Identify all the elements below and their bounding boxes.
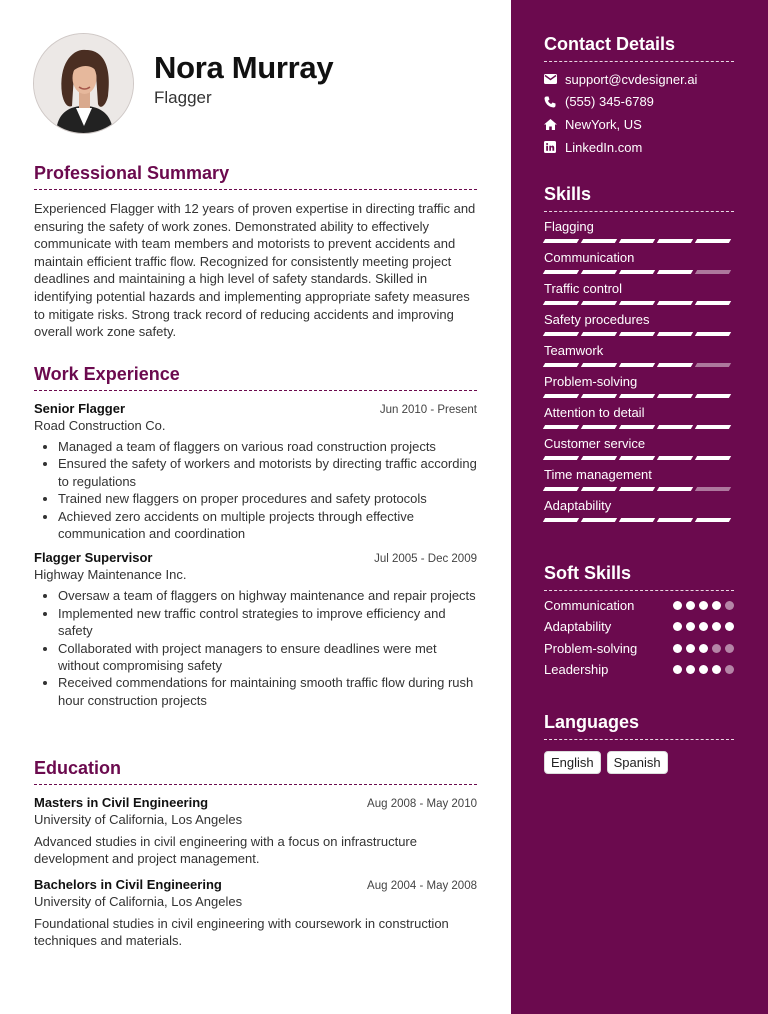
- skill-item: [544, 405, 734, 429]
- skill-level-bar: [544, 425, 734, 429]
- degree: Masters in Civil Engineering: [34, 795, 209, 810]
- skill-segment: [619, 332, 655, 336]
- soft-skill-rating: [673, 601, 734, 610]
- skill-segment: [619, 487, 655, 491]
- skill-name: Adaptability: [544, 498, 612, 513]
- skill-segment: [543, 363, 579, 367]
- soft-skills-list: [544, 598, 734, 678]
- skill-segment: [695, 456, 731, 460]
- list-item: • Implemented new traffic control strategies to improve efficiency and safety: [58, 605, 477, 640]
- contact-linkedin[interactable]: [544, 140, 734, 155]
- skill-name: Time management: [544, 467, 652, 482]
- education-description: Foundational studies in civil engineering with coursework in construction techniques and materials.: [34, 915, 449, 949]
- job-company: Highway Maintenance Inc.: [34, 567, 187, 583]
- skill-level-bar: [544, 363, 734, 367]
- soft-skills-section: [544, 563, 734, 677]
- skill-segment: [581, 239, 617, 243]
- rating-dot: [725, 665, 734, 674]
- skill-segment: [581, 363, 617, 367]
- skill-level-bar: [544, 518, 734, 522]
- soft-skill-item: [544, 662, 734, 677]
- skill-item: [544, 219, 734, 243]
- skill-segment: [657, 270, 693, 274]
- summary-section: [34, 163, 477, 341]
- rating-dot: [699, 601, 708, 610]
- soft-skill-name: Adaptability: [544, 619, 612, 634]
- rating-dot: [686, 601, 695, 610]
- skill-name: Customer service: [544, 436, 646, 451]
- language-tag: English: [544, 751, 601, 774]
- skill-name: Communication: [544, 250, 635, 265]
- languages-section: [544, 712, 734, 774]
- skill-segment: [581, 301, 617, 305]
- sidebar: [511, 0, 768, 1014]
- section-title: Contact Details: [544, 34, 734, 62]
- list-item: • Ensured the safety of workers and motorists by directing traffic according to regulations: [58, 455, 477, 490]
- job-entry: [34, 550, 477, 709]
- skill-segment: [695, 239, 731, 243]
- skill-segment: [619, 456, 655, 460]
- section-title: Work Experience: [34, 364, 477, 391]
- skill-segment: [581, 456, 617, 460]
- skill-segment: [657, 301, 693, 305]
- contact-section: [544, 34, 734, 154]
- skill-segment: [581, 332, 617, 336]
- skill-item: [544, 467, 734, 491]
- education-date: Aug 2004 - May 2008: [367, 879, 477, 892]
- skill-segment: [657, 425, 693, 429]
- soft-skill-item: [544, 619, 734, 634]
- skill-segment: [543, 518, 579, 522]
- skill-segment: [657, 518, 693, 522]
- contact-phone[interactable]: [544, 95, 734, 110]
- rating-dot: [725, 644, 734, 653]
- degree: Bachelors in Civil Engineering: [34, 876, 222, 892]
- list-item: • Oversaw a team of flaggers on highway maintenance and repair projects: [58, 587, 477, 604]
- skill-name: Attention to detail: [544, 405, 645, 420]
- education-section: [34, 758, 477, 950]
- candidate-title: Flagger: [154, 88, 212, 107]
- skill-segment: [581, 394, 617, 398]
- education-entry: [34, 877, 477, 950]
- skill-segment: [619, 363, 655, 367]
- skill-segment: [695, 425, 731, 429]
- rating-dot: [725, 622, 734, 631]
- skill-level-bar: [544, 270, 734, 274]
- section-title: Languages: [544, 712, 734, 740]
- skill-segment: [695, 332, 731, 336]
- job-bullets: [34, 438, 477, 542]
- rating-dot: [712, 665, 721, 674]
- skill-segment: [657, 332, 693, 336]
- skill-segment: [619, 518, 655, 522]
- profile-photo: [34, 34, 134, 134]
- location-text: NewYork, US: [565, 116, 642, 132]
- rating-dot: [725, 601, 734, 610]
- rating-dot: [673, 665, 682, 674]
- skill-name: Flagging: [544, 219, 594, 234]
- soft-skill-name: Leadership: [544, 662, 609, 677]
- skill-segment: [657, 394, 693, 398]
- list-item: • Managed a team of flaggers on various road construction projects: [58, 438, 477, 455]
- school: University of California, Los Angeles: [34, 893, 243, 909]
- skill-item: [544, 498, 734, 522]
- candidate-name: Nora Murray: [154, 50, 334, 85]
- skill-name: Traffic control: [544, 281, 623, 296]
- skill-segment: [619, 301, 655, 305]
- skill-level-bar: [544, 487, 734, 491]
- email-text: support@cvdesigner.ai: [565, 71, 698, 87]
- job-title: Flagger Supervisor: [34, 550, 153, 566]
- skill-item: [544, 250, 734, 274]
- rating-dot: [673, 622, 682, 631]
- skill-item: [544, 374, 734, 398]
- phone-text: (555) 345-6789: [565, 94, 654, 110]
- skill-segment: [581, 270, 617, 274]
- skill-segment: [619, 239, 655, 243]
- skill-segment: [695, 301, 731, 305]
- skill-level-bar: [544, 456, 734, 460]
- section-title: Education: [34, 758, 477, 785]
- school: University of California, Los Angeles: [34, 812, 243, 827]
- soft-skill-name: Communication: [544, 597, 635, 613]
- experience-section: [34, 364, 477, 709]
- skill-segment: [543, 487, 579, 491]
- skill-segment: [581, 518, 617, 522]
- summary-text: Experienced Flagger with 12 years of proven expertise in directing traffic and ensuring the safety of work zones. Demonstrated ability to effectively communicate with team members and motorists to prevent accidents and maintain efficient traffic flow. Recognized for consistently meeting project deadlines and maintaining a high level of safety standards. Skilled in identifying potential hazards and implementing appropriate safety measures to mitigate risks. Strong track record of reducing accidents and improving overall work zone safety.: [34, 201, 476, 340]
- skill-item: [544, 281, 734, 305]
- soft-skill-item: [544, 598, 734, 613]
- skill-segment: [657, 239, 693, 243]
- soft-skill-name: Problem-solving: [544, 640, 638, 656]
- skill-segment: [543, 332, 579, 336]
- soft-skill-rating: [673, 665, 734, 674]
- skill-segment: [695, 270, 731, 274]
- skill-segment: [581, 425, 617, 429]
- skill-item: [544, 343, 734, 367]
- language-tag: Spanish: [607, 751, 668, 774]
- skill-level-bar: [544, 301, 734, 305]
- rating-dot: [699, 644, 708, 653]
- skill-segment: [543, 239, 579, 243]
- linkedin-icon: [544, 141, 565, 153]
- soft-skill-rating: [673, 644, 734, 653]
- list-item: • Achieved zero accidents on multiple projects through effective communication and coordination: [58, 508, 477, 543]
- avatar: [33, 33, 134, 134]
- skill-segment: [695, 363, 731, 367]
- job-title: Senior Flagger: [34, 401, 126, 416]
- list-item: • Collaborated with project managers to ensure deadlines were met without compromising safety: [58, 640, 477, 675]
- skill-level-bar: [544, 394, 734, 398]
- linkedin-text: LinkedIn.com: [565, 139, 643, 155]
- skill-segment: [657, 487, 693, 491]
- skills-section: [544, 184, 734, 522]
- soft-skill-item: [544, 641, 734, 656]
- rating-dot: [699, 665, 708, 674]
- job-company: Road Construction Co.: [34, 418, 166, 433]
- skill-item: [544, 312, 734, 336]
- contact-location: [544, 117, 734, 132]
- skills-list: [544, 219, 734, 522]
- education-description: Advanced studies in civil engineering with a focus on infrastructure development and project management.: [34, 834, 417, 867]
- skill-segment: [657, 363, 693, 367]
- job-date: Jun 2010 - Present: [379, 404, 477, 416]
- phone-icon: [544, 96, 565, 108]
- rating-dot: [712, 601, 721, 610]
- skill-segment: [543, 394, 579, 398]
- skill-segment: [543, 270, 579, 274]
- skill-segment: [619, 270, 655, 274]
- list-item: • Trained new flaggers on proper procedures and safety protocols: [58, 490, 477, 507]
- rating-dot: [673, 644, 682, 653]
- skill-segment: [543, 301, 579, 305]
- list-item: • Received commendations for maintaining smooth traffic flow during rush hour construction projects: [58, 674, 477, 709]
- education-date: Aug 2008 - May 2010: [367, 798, 477, 810]
- rating-dot: [686, 665, 695, 674]
- rating-dot: [673, 601, 682, 610]
- skill-segment: [581, 487, 617, 491]
- section-title: Professional Summary: [34, 163, 477, 190]
- rating-dot: [686, 644, 695, 653]
- envelope-icon: [544, 74, 565, 84]
- skill-segment: [695, 518, 731, 522]
- rating-dot: [686, 622, 695, 631]
- skill-segment: [695, 487, 731, 491]
- skill-name: Safety procedures: [544, 312, 650, 327]
- skill-segment: [657, 456, 693, 460]
- skill-level-bar: [544, 332, 734, 336]
- language-tags: [544, 751, 734, 774]
- section-title: Soft Skills: [544, 563, 734, 591]
- skill-segment: [543, 425, 579, 429]
- rating-dot: [712, 644, 721, 653]
- rating-dot: [712, 622, 721, 631]
- skill-item: [544, 436, 734, 460]
- skill-level-bar: [544, 239, 734, 243]
- skill-segment: [543, 456, 579, 460]
- section-title: Skills: [544, 184, 734, 212]
- job-date: Jul 2005 - Dec 2009: [374, 553, 477, 566]
- education-entry: [34, 795, 477, 868]
- skill-segment: [695, 394, 731, 398]
- contact-email[interactable]: [544, 72, 734, 87]
- job-bullets: [34, 587, 477, 709]
- skill-segment: [619, 394, 655, 398]
- job-entry: [34, 401, 477, 542]
- skill-name: Problem-solving: [544, 374, 638, 389]
- skill-segment: [619, 425, 655, 429]
- home-icon: [544, 119, 565, 130]
- skill-name: Teamwork: [544, 343, 604, 358]
- soft-skill-rating: [673, 622, 734, 631]
- rating-dot: [699, 622, 708, 631]
